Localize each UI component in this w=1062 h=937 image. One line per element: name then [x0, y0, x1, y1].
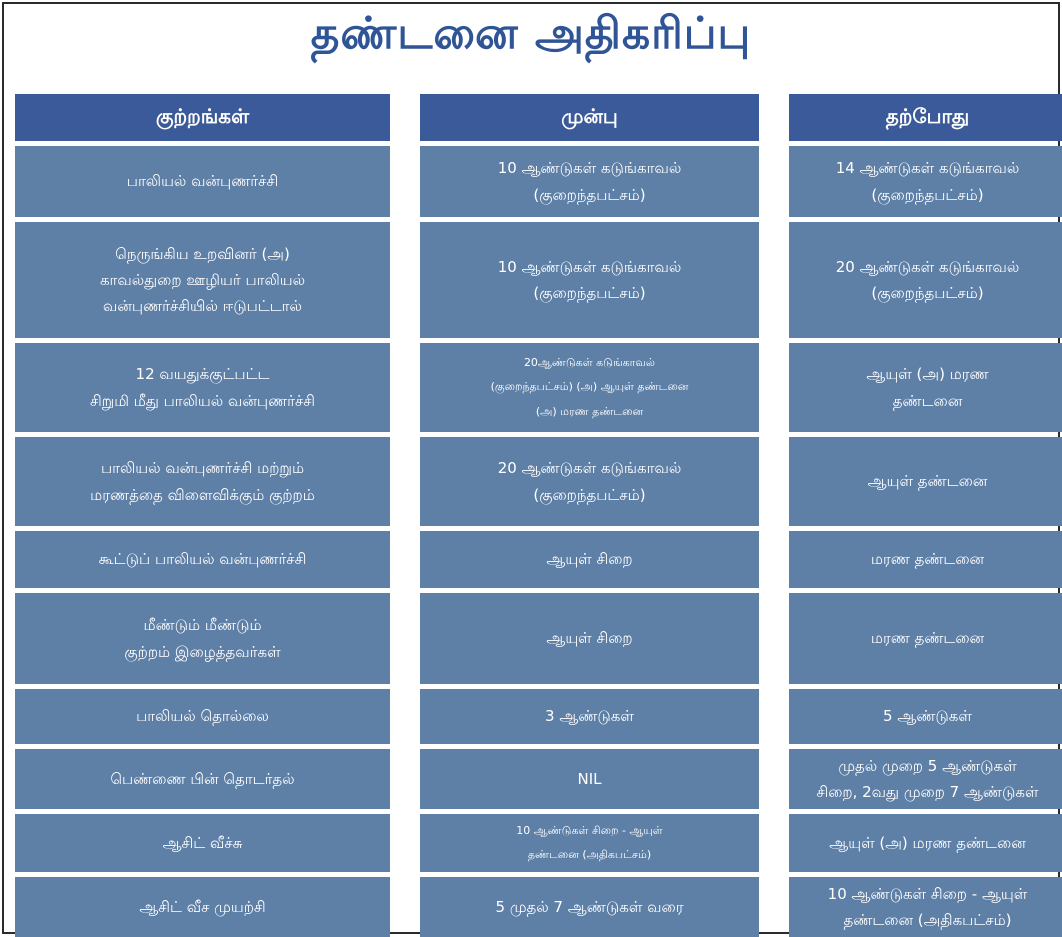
before-cell	[420, 343, 759, 432]
before-cell-line: ஆயுள் சிறை	[546, 550, 633, 569]
before-cell-line: (அ) மரண தண்டனை	[535, 404, 644, 418]
crime-cell-line: 12 வயதுக்குட்பட்ட	[135, 365, 270, 384]
now-cell	[789, 814, 1062, 872]
before-cell-line: 3 ஆண்டுகள்	[545, 707, 634, 726]
now-cell	[789, 343, 1062, 432]
crime-cell	[15, 689, 390, 744]
crime-cell	[15, 749, 390, 809]
header-crimes: குற்றங்கள்	[15, 94, 390, 141]
crime-cell	[15, 531, 390, 588]
crime-cell-line: மரணத்தை விளைவிக்கும் குற்றம்	[90, 485, 315, 504]
crime-cell-line: குற்றம் இழைத்தவர்கள்	[124, 642, 281, 661]
before-cell-line: (குறைந்தபட்சம்) (அ) ஆயுள் தண்டனை	[490, 380, 689, 394]
before-cell	[420, 146, 759, 217]
before-cell-line: ஆயுள் சிறை	[546, 629, 633, 648]
crime-cell	[15, 814, 390, 872]
before-cell-line: 10 ஆண்டுகள் சிறை - ஆயுள்	[516, 823, 663, 837]
crime-cell-line: சிறுமி மீது பாலியல் வன்புணர்ச்சி	[89, 391, 316, 410]
crime-cell	[15, 877, 390, 937]
now-cell-line: (குறைந்தபட்சம்)	[871, 284, 984, 302]
now-cell-line: (குறைந்தபட்சம்)	[871, 185, 984, 204]
crime-cell-line: பாலியல் வன்புணர்ச்சி	[126, 172, 279, 191]
now-cell-line: சிறை, 2வது முறை 7 ஆண்டுகள்	[816, 783, 1039, 801]
crime-cell	[15, 343, 390, 432]
before-cell-line: தண்டனை (அதிகபட்சம்)	[527, 848, 652, 861]
now-cell-line: 20 ஆண்டுகள் கடுங்காவல்	[835, 257, 1020, 276]
before-cell-line: (குறைந்தபட்சம்)	[533, 485, 646, 504]
crime-cell-line: நெருங்கிய உறவினர் (அ)	[115, 244, 290, 263]
before-cell	[420, 749, 759, 809]
before-cell-line: 10 ஆண்டுகள் கடுங்காவல்	[497, 159, 682, 178]
now-cell	[789, 877, 1062, 937]
now-cell-line: தண்டனை (அதிகபட்சம்)	[843, 911, 1012, 929]
now-cell-line: ஆயுள் தண்டனை	[867, 472, 988, 491]
now-cell-line: 5 ஆண்டுகள்	[883, 707, 972, 726]
before-cell-line: 20 ஆண்டுகள் கடுங்காவல்	[497, 459, 682, 478]
now-cell	[789, 689, 1062, 744]
before-cell-line: 5 முதல் 7 ஆண்டுகள் வரை	[495, 897, 684, 916]
now-cell	[789, 146, 1062, 217]
crime-cell	[15, 222, 390, 338]
before-cell	[420, 531, 759, 588]
before-cell-line: 10 ஆண்டுகள் கடுங்காவல்	[497, 257, 682, 276]
now-cell-line: முதல் முறை 5 ஆண்டுகள்	[838, 756, 1017, 775]
crime-cell	[15, 146, 390, 217]
now-cell	[789, 437, 1062, 526]
now-cell-line: ஆயுள் (அ) மரண	[866, 365, 989, 384]
header-now: தற்போது	[789, 94, 1062, 141]
crime-cell-line: வன்புணர்ச்சியில் ஈடுபட்டால்	[103, 297, 302, 316]
now-cell	[789, 749, 1062, 809]
now-cell	[789, 222, 1062, 338]
before-cell-line: 20ஆண்டுகள் கடுங்காவல்	[523, 356, 656, 370]
crime-cell-line: ஆசிட் வீச முயற்சி	[139, 897, 266, 916]
before-cell-line: NIL	[577, 769, 602, 788]
before-cell	[420, 877, 759, 937]
crime-cell-line: மீண்டும் மீண்டும்	[143, 616, 262, 635]
before-cell	[420, 437, 759, 526]
now-cell	[789, 531, 1062, 588]
page-title: தண்டனை அதிகரிப்பு	[310, 8, 752, 59]
before-cell	[420, 689, 759, 744]
crime-cell-line: பாலியல் வன்புணர்ச்சி மற்றும்	[100, 459, 305, 478]
crime-cell-line: பாலியல் தொல்லை	[136, 707, 269, 726]
crime-cell	[15, 437, 390, 526]
crime-cell-line: பெண்ணை பின் தொடர்தல்	[110, 769, 295, 788]
now-cell-line: 14 ஆண்டுகள் கடுங்காவல்	[835, 159, 1020, 178]
now-cell-line: ஆயுள் (அ) மரண தண்டனை	[829, 833, 1026, 852]
now-cell-line: மரண தண்டனை	[870, 550, 985, 569]
header-before: முன்பு	[420, 94, 759, 141]
now-cell	[789, 593, 1062, 684]
now-cell-line: 10 ஆண்டுகள் சிறை - ஆயுள்	[827, 884, 1028, 903]
before-cell	[420, 593, 759, 684]
before-cell	[420, 814, 759, 872]
crime-cell-line: ஆசிட் வீச்சு	[162, 833, 243, 852]
punishment-table	[15, 94, 1062, 937]
before-cell	[420, 222, 759, 338]
now-cell-line: தண்டனை	[892, 391, 963, 410]
before-cell-line: (குறைந்தபட்சம்)	[533, 185, 646, 204]
crime-cell-line: காவல்துறை ஊழியர் பாலியல்	[99, 270, 306, 289]
crime-cell-line: கூட்டுப் பாலியல் வன்புணர்ச்சி	[98, 550, 307, 569]
crime-cell	[15, 593, 390, 684]
before-cell-line: (குறைந்தபட்சம்)	[533, 284, 646, 302]
now-cell-line: மரண தண்டனை	[870, 629, 985, 648]
